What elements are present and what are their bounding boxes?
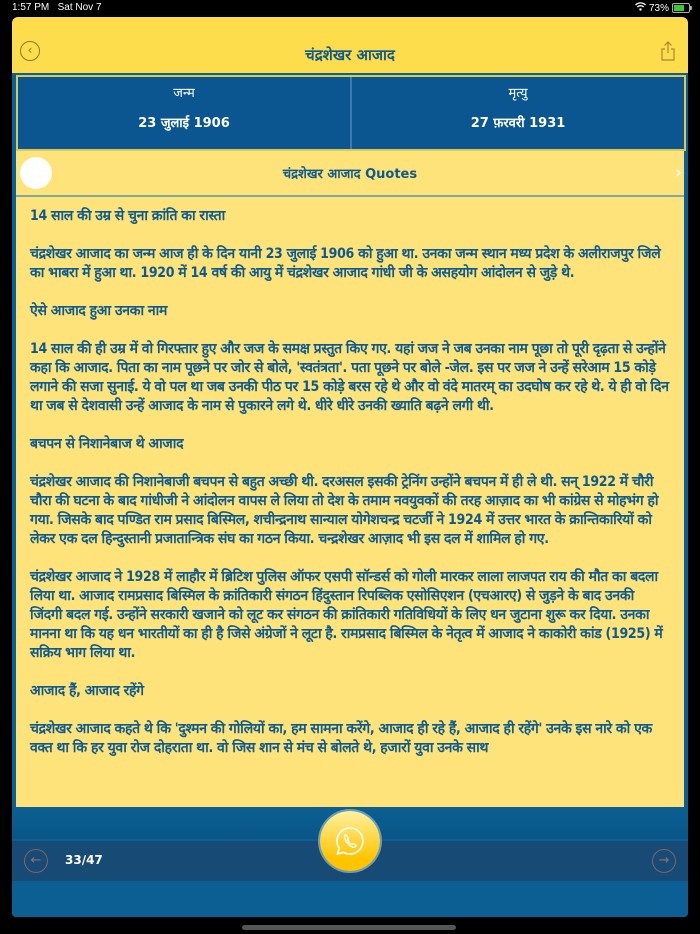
- quotes-link[interactable]: [16, 151, 684, 197]
- status-date: Sat Nov 7: [57, 2, 102, 13]
- page-counter: 33/47: [65, 853, 103, 867]
- death-label: मृत्यु: [508, 86, 528, 101]
- whatsapp-share-button[interactable]: [320, 811, 380, 871]
- quotes-label: चंद्रशेखर आजाद Quotes: [282, 167, 418, 182]
- arrow-right-icon: →: [658, 853, 670, 868]
- birth-date: 23 जुलाई 1906: [138, 116, 230, 131]
- section-body: चंद्रशेखर आजाद का जन्म आज ही के दिन यानी 23 जुलाई 1906 को हुआ था. उनका जन्म स्थान मध्य प्रदेश के अलीराजपुर जिले का भाबरा में हुआ था. 1920 में 14 वर्ष की आयु में चंद्रशेखर आजाद गांधी जी के असहयोग आंदोलन से जुड़े थे.: [30, 246, 661, 281]
- section-heading: बचपन से निशानेबाज थे आजाद: [30, 436, 184, 452]
- wifi-icon: [635, 2, 646, 14]
- battery-percent: 73%: [648, 2, 669, 14]
- page-title: चंद्रशेखर आजाद: [305, 46, 395, 64]
- birth-label: जन्म: [173, 86, 195, 101]
- chevron-left-icon: ‹: [27, 43, 33, 57]
- article-content[interactable]: [16, 197, 684, 807]
- section-body: 14 साल की ही उम्र में वो गिरफ्तार हुए और जज के समक्ष प्रस्तुत किए गए. यहां जज ने जब उनका नाम पूछा तो पूरी दृढ़ता से उन्होंने कहा कि आजाद. पिता का नाम पूछने पर जोर से बोले, 'स्वतंत्रता'. पता पूछने पर बोले -जेल. इस पर जज ने उन्हें सरेआम 15 कोड़े लगाने की सजा सुनाई. ये वो पल था जब उनकी पीठ पर 15 कोड़े बरस रहे थे और वो वंदे मातरम् का उदघोष कर रहे थे. ये ही वो दिन था जब से देशवासी उन्हें आजाद के नाम से पुकारने लगे थे. धीरे धीरे उनकी ख्याति बढ़ने लगी थी.: [30, 341, 669, 414]
- home-indicator[interactable]: [242, 925, 456, 930]
- share-button[interactable]: [660, 41, 676, 61]
- section-body: चंद्रशेखर आजाद कहते थे कि 'दुश्मन की गोलियों का, हम सामना करेंगे, आजाद ही रहे हैं, आजाद ही रहेंगे' उनके इस नारे को एक वक्त था कि हर युवा रोज दोहराता था. वो जिस शान से मंच से बोलते थे, हजारों युवा उनके साथ: [30, 721, 652, 756]
- section-heading: 14 साल की उम्र से चुना क्रांति का रास्ता: [30, 208, 225, 224]
- section-heading: आजाद हैं, आजाद रहेंगे: [30, 683, 144, 699]
- bottom-toolbar: [12, 809, 688, 917]
- status-right: [635, 2, 690, 14]
- whatsapp-icon: [334, 825, 366, 857]
- section-body: चंद्रशेखर आजाद ने 1928 में लाहौर में ब्रिटिश पुलिस ऑफर एसपी सॉन्डर्स को गोली मारकर लाला लाजपत राय की मौत का बदला लिया था. आजाद रामप्रसाद बिस्मिल के क्रांतिकारी संगठन हिंदुस्तान रिपब्लिक एसोसिएशन (एचआरए) से जुड़ने के बाद उनकी जिंदगी बदल गई. उन्होंने सरकारी खजाने को लूट कर संगठन की क्रांतिकारी गतिविधियों के लिए धन जुटाना शुरू कर दिया. उनका मानना था कि यह धन भारतीयों का ही है जिसे अंग्रेजों ने लूटा है. रामप्रसाद बिस्मिल के नेतृत्व में आजाद ने काकोरी कांड (1925) में सक्रिय भाग लिया था.: [30, 569, 663, 661]
- death-date: 27 फ़रवरी 1931: [470, 116, 566, 131]
- status-time: 1:57 PM: [12, 2, 50, 13]
- next-button[interactable]: [652, 849, 676, 873]
- app-window: [12, 17, 688, 917]
- battery-icon: [672, 3, 690, 13]
- status-bar: [0, 0, 700, 16]
- share-icon: [660, 41, 676, 61]
- birth-column: [18, 77, 350, 149]
- section-heading: ऐसे आजाद हुआ उनका नाम: [30, 303, 168, 319]
- section-body: चंद्रशेखर आजाद की निशानेबाजी बचपन से बहुत अच्छी थी. दरअसल इसकी ट्रेनिंग उन्होंने बचपन में ही ले थी. सन् 1922 में चौरी चौरा की घटना के बाद गांधीजी ने आंदोलन वापस ले लिया तो देश के तमाम नवयुवकों की तरह आज़ाद का भी कांग्रेस से मोहभंग हो गया. जिसके बाद पण्डित राम प्रसाद बिस्मिल, शचीन्द्रनाथ सान्याल योगेशचन्द्र चटर्जी ने 1924 में उत्तर भारत के क्रान्तिकारियों को लेकर एक दल हिन्दुस्तानी प्रजातान्त्रिक संघ का गठन किया. चन्द्रशेखर आज़ाद भी इस दल में शामिल हो गए.: [30, 474, 659, 547]
- status-time-date: [12, 2, 102, 13]
- chevron-right-icon: ›: [674, 162, 682, 183]
- nav-bar: [12, 17, 688, 73]
- death-column: [350, 77, 684, 149]
- arrow-left-icon: ←: [30, 853, 42, 868]
- dates-panel: [16, 75, 686, 151]
- previous-button[interactable]: [24, 849, 48, 873]
